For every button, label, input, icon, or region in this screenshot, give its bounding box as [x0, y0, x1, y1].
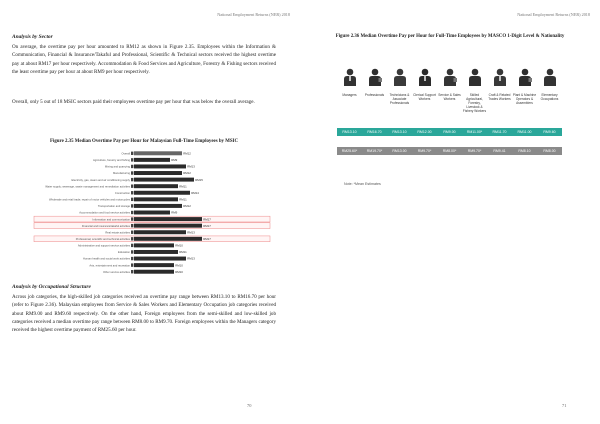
occupation-person-icon [518, 68, 532, 86]
occupation-column [387, 68, 413, 105]
occupation-column [487, 68, 513, 101]
bar [134, 217, 202, 221]
bar-value-label: RM14 [191, 190, 199, 195]
pay-value: RM8.00 [543, 149, 556, 153]
bar-value-label: RM11 [179, 184, 187, 189]
occupation-label: Skilled Agricultural, Forestry, Livestock & Fishery Workers [462, 93, 487, 113]
pay-value: RM8.00* [442, 149, 457, 153]
bar-category-label: Education [118, 251, 130, 255]
occupation-label: Clerical Support Workers [413, 93, 436, 101]
bar-value-label: RM17 [203, 223, 211, 228]
bar [134, 158, 170, 162]
pay-value: RM9.41 [493, 149, 506, 153]
bar-category-label: Manufacturing [112, 172, 130, 176]
sector-icon [131, 257, 133, 260]
sector-icon [131, 217, 133, 220]
bar-value-label: RM12 [183, 204, 191, 209]
sector-icon [131, 165, 133, 168]
occupation-column [362, 68, 388, 97]
occupation-person-icon [443, 68, 457, 86]
pay-value: RM11.00* [466, 130, 483, 134]
bar-category-label: Real estate activities [105, 231, 130, 235]
running-header: National Employment Returns (NER) 2018 [217, 12, 290, 17]
bar-value-label: RM9 [171, 158, 178, 163]
occupation-label: Plant & Machine Operators & Assemblers [512, 93, 537, 105]
pay-value: RM13.10 [342, 130, 357, 134]
bar-category-label: Financial and insurance/takaful activities [81, 224, 130, 228]
sector-icon [131, 171, 133, 174]
foreign-pay-row [337, 147, 562, 155]
bar-category-label: Professional, scientific and technical activities [75, 238, 130, 241]
bar-value-label: RM10 [175, 243, 183, 248]
occupation-person-icon [468, 68, 482, 86]
occupation-person-icon [343, 68, 357, 86]
pay-value: RM12.00 [417, 130, 432, 134]
bar-category-label: Electricity, gas, steam and air conditioning supply [71, 178, 130, 182]
occupation-label: Elementary Occupations [540, 93, 559, 101]
sector-heading: Analysis by Sector [12, 34, 53, 40]
sector-icon [131, 231, 133, 234]
occupation-column [337, 68, 363, 97]
bar-category-label: Other service activities [102, 270, 130, 274]
pay-value: RM13.00 [392, 149, 407, 153]
occupation-column [462, 68, 488, 113]
bar-category-label: Mining and quarrying [104, 165, 130, 169]
occupation-person-icon [368, 68, 382, 86]
bar-category-label: Information and communication [92, 218, 130, 222]
bar [134, 257, 186, 261]
bar-category-label: Agriculture, forestry and fishing [92, 159, 130, 163]
occupation-person-icon [393, 68, 407, 86]
pay-value: RM9.60 [543, 130, 556, 134]
pay-value: RM11.00 [517, 130, 532, 134]
mean-estimates-note: Note: *Mean Estimates [344, 182, 381, 186]
bar [134, 191, 190, 195]
pay-value: RM9.70* [467, 149, 482, 153]
running-header: National Employment Returns (NER) 2018 [517, 12, 590, 17]
sector-icon [131, 211, 133, 214]
occupation-column [537, 68, 563, 101]
bar-category-label: Construction [114, 191, 130, 195]
occupation-column [437, 68, 463, 101]
bar-value-label: RM12 [183, 171, 191, 176]
bar [134, 250, 178, 254]
bar-category-label: Water supply; sewerage, waste management and remediation activities [45, 185, 130, 189]
sector-icon [131, 191, 133, 194]
sector-icon [131, 158, 133, 161]
occupation-column [512, 68, 538, 105]
occupation-label: Service & Sales Workers [438, 93, 461, 101]
bar [134, 151, 182, 155]
bar-category-label: Administrative and support service activities [77, 244, 130, 248]
bar-value-label: RM11 [179, 197, 187, 202]
right-page [300, 0, 600, 424]
bar [134, 230, 186, 234]
pay-value: RM16.70 [367, 130, 382, 134]
bar [134, 197, 178, 201]
occupation-person-icon [418, 68, 432, 86]
occupation-person-icon [543, 68, 557, 86]
bar-value-label: RM10 [175, 269, 183, 274]
pay-value: RM19.70* [366, 149, 383, 153]
sector-icon [131, 204, 133, 207]
bar [134, 263, 174, 267]
bar [134, 184, 178, 188]
bar [134, 224, 202, 228]
pay-value: RM9.70* [417, 149, 432, 153]
figure-2-36-title: Figure 2.36 Median Overtime Pay per Hour for Full-Time Employees by MASCO 1-Digit Level & Nationality [335, 34, 565, 39]
bar-value-label: RM10 [175, 263, 183, 268]
bar-value-label: RM12 [183, 151, 191, 156]
bar-value-label: RM13 [187, 164, 195, 169]
occupation-label: Craft & Related Trades Workers [488, 93, 511, 101]
bar-value-label: RM17 [203, 237, 211, 241]
pay-value: RM8.10 [518, 149, 531, 153]
bar [134, 171, 182, 175]
sector-icon [131, 152, 133, 155]
sector-icon [131, 178, 133, 181]
pay-value: RM25.60* [341, 149, 358, 153]
sector-icon [131, 244, 133, 247]
occupation-column [412, 68, 438, 101]
page-number: 70 [247, 403, 252, 408]
bar-value-label: RM17 [203, 217, 211, 222]
msic-bar-chart [18, 150, 288, 275]
bar-category-label: Arts, entertainment and recreation [89, 264, 130, 268]
bar-category-label: Accommodation and food service activities [79, 211, 130, 215]
occupation-heading: Analysis by Occupational Structure [12, 284, 91, 290]
pay-value: RM11.70 [492, 130, 507, 134]
occupation-paragraph: Across job categories, the high-skilled job categories received an overtime pay range between RM13.10 to RM16.70 per hour (refer to Figure 2.36). Malaysian employees from Service & Sales Workers and Elementary Occupation job categories received about RM9.00 and RM9.60 respectively. On the other hand, Foreign employees from the semi-skilled and low-skilled job categories received a median overtime pay range between RM8.00 to RM9.70. Foreign employees within the Managers category received the highest overtime payment of RM25.60 per hour. [12, 294, 276, 334]
figure-2-35-title: Figure 2.35 Median Overtime Pay per Hour for Malaysian Full-Time Employees by MSIC [50, 139, 238, 144]
bar-category-label: Wholesale and retail trade; repair of motor vehicles and motorcycles [49, 198, 130, 202]
sector-paragraph-1: On average, the overtime pay per hour amounted to RM12 as shown in Figure 2.35. Employees within the Information & Communication, Financial & Insurance/Takaful and Professional, Scientific & Technical sectors received the highest overtime pay at about RM17 per hour respectively. Accommodation & Food Services and Agriculture, Forestry & Fishing sectors received the least overtime pay per hour at about RM9 per hour respectively. [12, 44, 276, 75]
sector-icon [131, 184, 133, 187]
bar [134, 243, 174, 247]
bar-value-label: RM9 [171, 210, 178, 215]
malaysian-pay-row [337, 128, 562, 136]
pay-value: RM13.10 [392, 130, 407, 134]
occupation-label: Managers [342, 93, 357, 97]
bar-value-label: RM15 [195, 177, 203, 182]
sector-icon [131, 224, 133, 227]
bar [134, 178, 194, 182]
pay-value: RM9.00 [443, 130, 456, 134]
sector-icon [131, 237, 133, 240]
bar [134, 204, 182, 208]
bar-category-label: Transportation and storage [97, 205, 130, 209]
sector-paragraph-2: Overall, only 5 out of 18 MSIC sectors paid their employees overtime pay per hour that was below the overall average. [12, 99, 255, 105]
bar [134, 211, 170, 215]
bar-category-label: Overall [121, 152, 130, 156]
bar [134, 270, 174, 274]
bar [134, 164, 186, 168]
bar-value-label: RM11 [179, 250, 187, 255]
occupation-label: Professionals [364, 93, 385, 97]
bar [134, 237, 202, 241]
bar-category-label: Human health and social work activities [82, 257, 130, 261]
page-number: 71 [562, 403, 567, 408]
bar-value-label: RM13 [187, 230, 195, 235]
occupation-person-icon [493, 68, 507, 86]
sector-icon [131, 270, 133, 273]
bar-value-label: RM13 [187, 256, 195, 261]
sector-icon [131, 263, 133, 266]
sector-icon [131, 250, 133, 253]
occupation-label: Technicians & Associate Professionals [389, 93, 410, 105]
sector-icon [131, 198, 133, 201]
